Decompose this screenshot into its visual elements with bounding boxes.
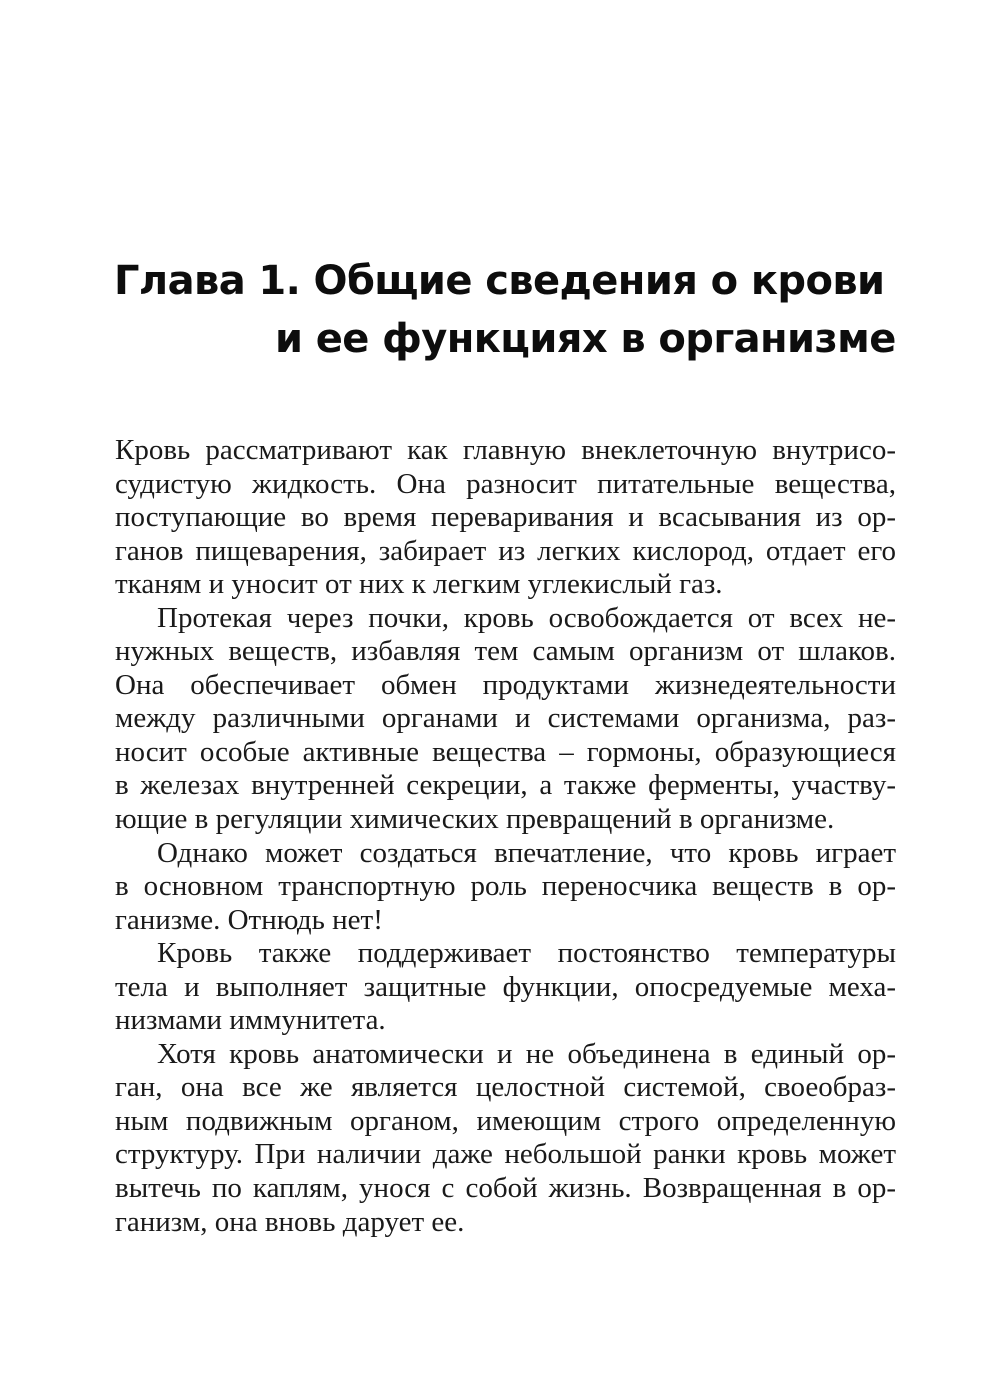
text-line: между различными органами и системами организма, раз- [115,702,896,735]
text-line: Протекая через почки, кровь освобождается от всех не- [157,601,896,634]
text-line: поступающие во время переваривания и всасывания из ор- [115,501,896,534]
text-line: структуру. При наличии даже небольшой ранки кровь может [115,1138,896,1171]
text-line: ганизм, она вновь дарует ее. [115,1205,465,1238]
paragraph [115,837,896,938]
chapter-body [115,434,896,1239]
text-line: нужных веществ, избавляя тем самым организм от шлаков. [115,635,896,668]
text-line: Хотя кровь анатомически и не объединена в единый ор- [157,1037,896,1070]
chapter-title-line-1: Глава 1. Общие сведения о крови [114,258,885,304]
text-line: ным подвижным органом, имеющим строго определенную [115,1104,896,1137]
paragraph [115,1038,896,1239]
paragraph [115,937,896,1038]
text-line: носит особые активные вещества – гормоны, образующиеся [115,735,896,768]
text-line: тканям и уносит от них к легким углекислый газ. [115,568,723,601]
text-line: Однако может создаться впечатление, что кровь играет [157,836,896,869]
text-line: ющие в регуляции химических превращений в организме. [115,803,835,836]
chapter-title-line-2: и ее функциях в организме [275,316,896,362]
paragraph [115,602,896,837]
text-line: Кровь рассматривают как главную внеклеточную внутрисо- [115,434,896,466]
text-line: ганов пищеварения, забирает из легких кислород, отдает его [115,534,896,567]
text-line: ганизме. Отнюдь нет! [115,903,383,936]
text-line: ган, она все же является целостной системой, своеобраз- [115,1071,896,1104]
text-line: тела и выполняет защитные функции, опосредуемые меха- [115,970,896,1003]
text-line: судистую жидкость. Она разносит питательные вещества, [115,467,896,500]
text-line: Она обеспечивает обмен продуктами жизнедеятельности [115,668,896,701]
text-line: низмами иммунитета. [115,1004,386,1037]
paragraph [115,434,896,602]
text-line: Кровь также поддерживает постоянство температуры [157,937,896,970]
text-line: вытечь по каплям, унося с собой жизнь. Возвращенная в ор- [115,1172,896,1205]
chapter-title [114,252,914,368]
text-line: в основном транспортную роль переносчика веществ в ор- [115,870,896,903]
text-line: в железах внутренней секреции, а также ферменты, участву- [115,769,896,802]
